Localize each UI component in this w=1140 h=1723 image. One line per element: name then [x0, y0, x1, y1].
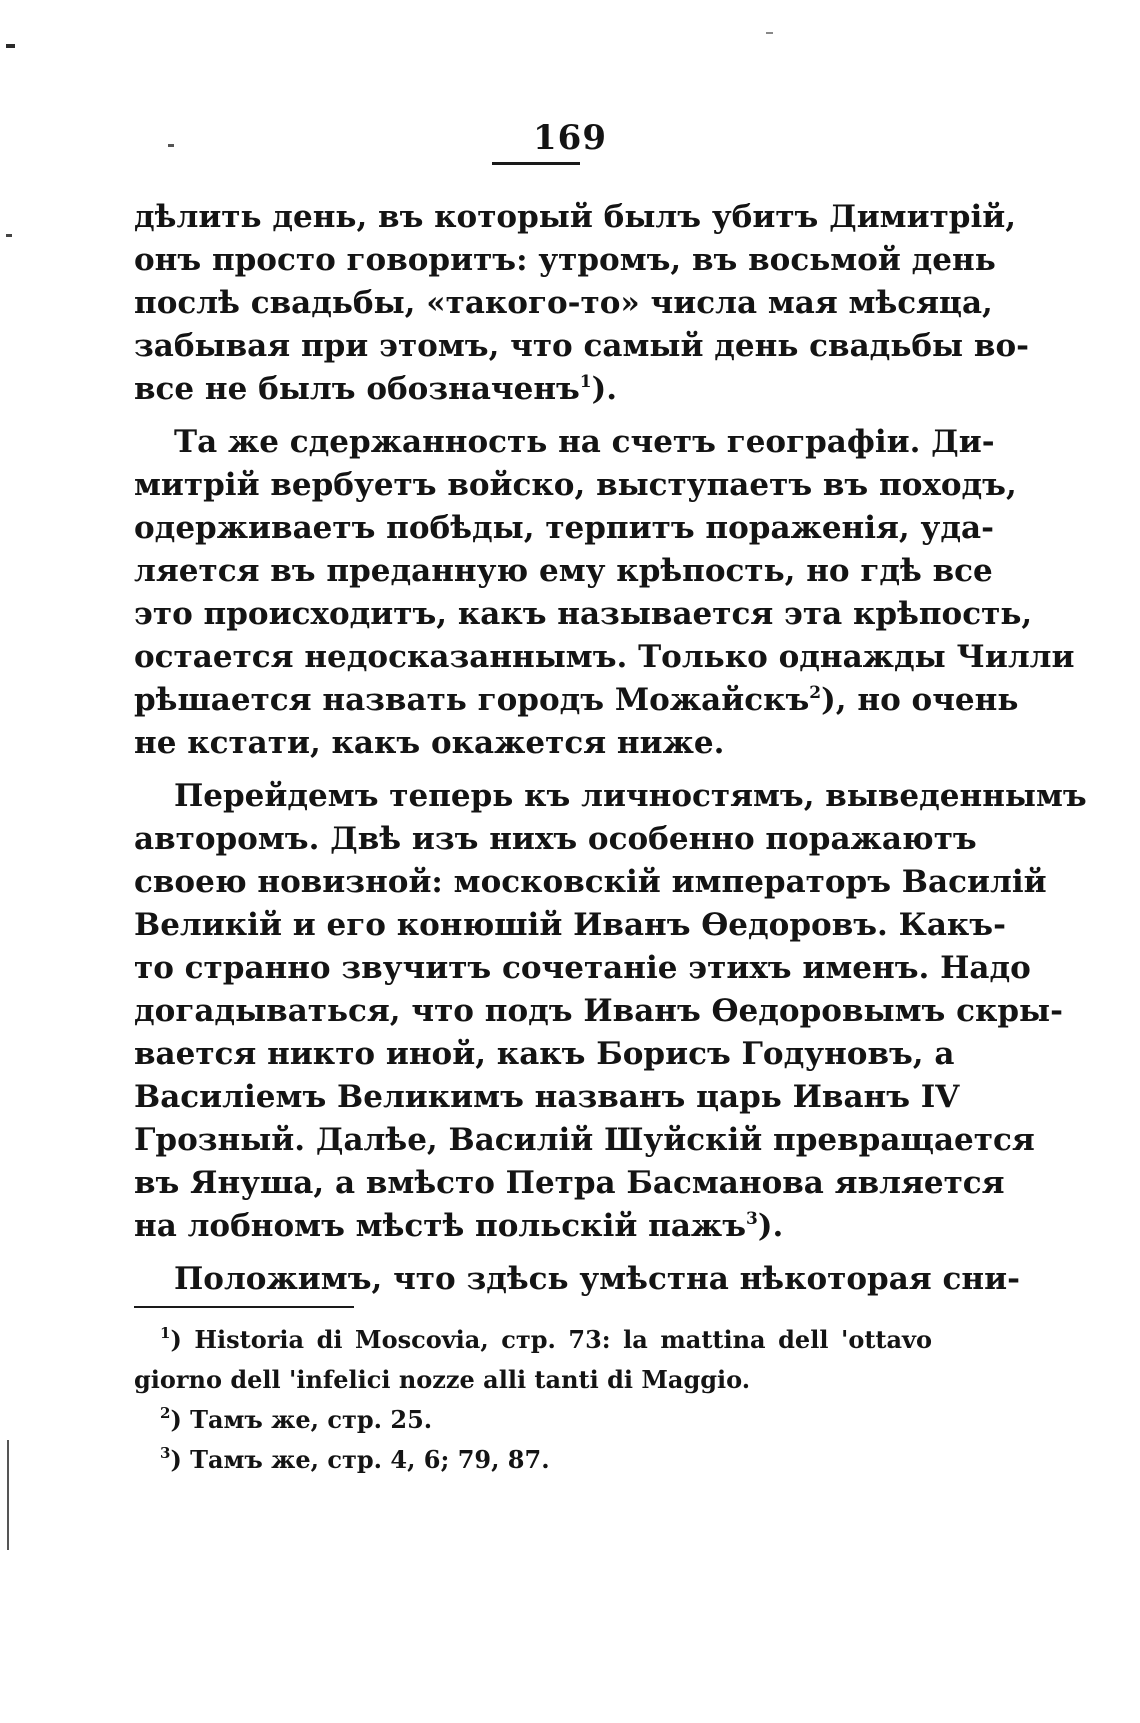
footnote-ref: 2 [809, 683, 822, 703]
text-line: митрій вербуетъ войско, выступаетъ въ походъ, [134, 467, 1017, 503]
text-line: въ Януша, а вмѣсто Петра Басманова является [134, 1165, 1005, 1201]
text-line: это происходитъ, какъ называется эта крѣпость, [134, 596, 1033, 632]
text-line: остается недосказаннымъ. Только однажды Чилли [134, 639, 1075, 675]
scan-artifact [766, 32, 773, 34]
text-line: вается никто иной, какъ Борисъ Годуновъ, а [134, 1036, 955, 1072]
page-number: 169 [533, 118, 607, 158]
paragraph [134, 775, 1087, 1248]
text-line: забывая при этомъ, что самый день свадьбы во- [134, 328, 1030, 364]
text-line: Перейдемъ теперь къ личностямъ, выведеннымъ [174, 778, 1087, 814]
body-text [134, 196, 1087, 1301]
footnote-separator [134, 1306, 354, 1308]
footnote-3 [134, 1440, 932, 1480]
footnote-2 [134, 1400, 932, 1440]
text-line: Положимъ, что здѣсь умѣстна нѣкоторая сни- [174, 1261, 1020, 1297]
footnote-line [134, 1440, 932, 1480]
footnotes [134, 1320, 932, 1480]
scan-artifact [6, 234, 12, 237]
paragraph [134, 421, 1075, 765]
footnote-1 [134, 1320, 932, 1400]
line-text: ). [757, 1208, 784, 1244]
footnote-line [134, 1320, 932, 1360]
text-line: не кстати, какъ окажется ниже. [134, 725, 725, 761]
text-line: послѣ свадьбы, «такого-то» числа мая мѣсяца, [134, 285, 993, 321]
page-number-rule [492, 162, 580, 165]
footnote-text: ) Historia di Moscovia, стр. 73: la mattina dell 'ottavo [170, 1325, 932, 1354]
footnote-marker: 2 [160, 1404, 171, 1422]
text-line: одерживаетъ побѣды, терпитъ пораженія, уда- [134, 510, 994, 546]
footnote-text: ) Тамъ же, стр. 25. [170, 1405, 433, 1434]
footnote-line: giorno dell 'infelici nozze alli tanti di Maggio. [134, 1365, 751, 1394]
text-line [134, 368, 932, 411]
text-line: ляется въ преданную ему крѣпость, но гдѣ все [134, 553, 993, 589]
line-text: на лобномъ мѣстѣ польскій пажъ [134, 1208, 746, 1244]
text-line [134, 1205, 932, 1248]
text-line: авторомъ. Двѣ изъ нихъ особенно поражаютъ [134, 821, 977, 857]
line-text: ). [591, 371, 618, 407]
footnote-marker: 1 [160, 1324, 171, 1342]
footnote-ref: 1 [579, 372, 592, 392]
text-line: Василіемъ Великимъ названъ царь Иванъ IV [134, 1079, 960, 1115]
text-line: онъ просто говоритъ: утромъ, въ восьмой день [134, 242, 996, 278]
scan-margin-line [7, 1440, 9, 1550]
paragraph [134, 196, 1030, 411]
text-line: Грозный. Далѣе, Василій Шуйскій превращается [134, 1122, 1035, 1158]
line-text: ), но очень [821, 682, 1019, 718]
line-text: рѣшается назвать городъ Можайскъ [134, 682, 810, 718]
footnote-marker: 3 [160, 1444, 171, 1462]
text-line [134, 679, 1019, 722]
text-line: Та же сдержанность на счетъ географіи. Ди- [174, 424, 995, 460]
text-line: то странно звучитъ сочетаніе этихъ именъ. Надо [134, 950, 1031, 986]
footnote-text: ) Тамъ же, стр. 4, 6; 79, 87. [170, 1445, 550, 1474]
text-line: Великій и его конюшій Иванъ Ѳедоровъ. Какъ- [134, 907, 1006, 943]
footnote-ref: 3 [746, 1209, 758, 1229]
scan-artifact [6, 44, 15, 48]
paragraph [134, 1258, 1020, 1301]
text-line: своею новизной: московскій императоръ Василій [134, 864, 1047, 900]
line-text: все не былъ обозначенъ [134, 371, 580, 407]
text-line: дѣлить день, въ который былъ убитъ Димитрій, [134, 199, 1017, 235]
text-line: догадываться, что подъ Иванъ Ѳедоровымъ скры- [134, 993, 1063, 1029]
footnote-line [134, 1400, 932, 1440]
